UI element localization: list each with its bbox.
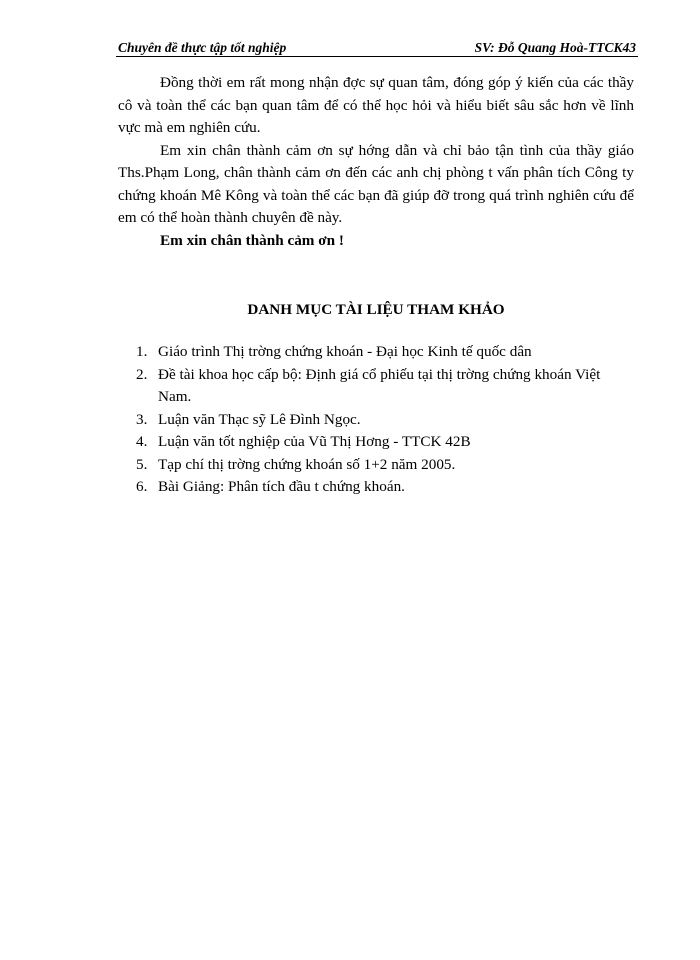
reference-item [118,476,634,499]
reference-item [118,454,634,477]
document-body [118,72,634,252]
header-left-title: Chuyên đề thực tập tốt nghiệp [118,40,287,55]
reference-number: 4. [136,433,148,450]
reference-number: 3. [136,410,148,428]
reference-number: 2. [136,365,148,383]
reference-item [118,341,634,364]
reference-number: 6. [136,478,148,495]
reference-text: Luận văn Thạc sỹ Lê Đình Ngọc. [158,410,361,428]
references-list [118,341,634,499]
paragraph-closing: Em xin chân thành cảm ơn ! [160,231,344,249]
reference-number: 1. [136,343,148,360]
reference-text: Luận văn tốt nghiệp của Vũ Thị Hơng - TTCK 42B [158,433,471,450]
reference-text: Đề tài khoa học cấp bộ: Định giá cổ phiếu tại thị trờng chứng khoán Việt Nam. [158,365,601,405]
reference-item [118,431,634,454]
header-underline [116,56,638,57]
header-right-author: SV: Đỗ Quang Hoà-TTCK43 [474,40,636,55]
references-title: DANH MỤC TÀI LIỆU THAM KHẢO [247,301,505,318]
reference-number: 5. [136,455,148,473]
paragraph-feedback: Đồng thời em rất mong nhận đợc sự quan tâm, đóng góp ý kiến của các thầy cô và toàn thể các bạn quan tâm để có thể học hỏi và hiểu biết sâu sắc hơn về lĩnh vực mà em nghiên cứu. [118,74,634,136]
reference-item [118,364,634,409]
reference-item [118,409,634,432]
paragraph-thanks: Em xin chân thành cảm ơn sự hớng dẫn và chỉ bảo tận tình của thầy giáo Ths.Phạm Long, chân thành cảm ơn đến các anh chị phòng t vấn phân tích Công ty chứng khoán Mê Kông và toàn thể các bạn đã giúp đỡ trong quá trình nghiên cứu để em có thể hoàn thành chuyên đề này. [118,141,634,226]
reference-text: Bài Giảng: Phân tích đầu t chứng khoán. [158,478,405,495]
reference-text: Giáo trình Thị trờng chứng khoán - Đại học Kinh tế quốc dân [158,343,532,360]
reference-text: Tạp chí thị trờng chứng khoán số 1+2 năm 2005. [158,455,456,473]
page-header [116,40,638,58]
